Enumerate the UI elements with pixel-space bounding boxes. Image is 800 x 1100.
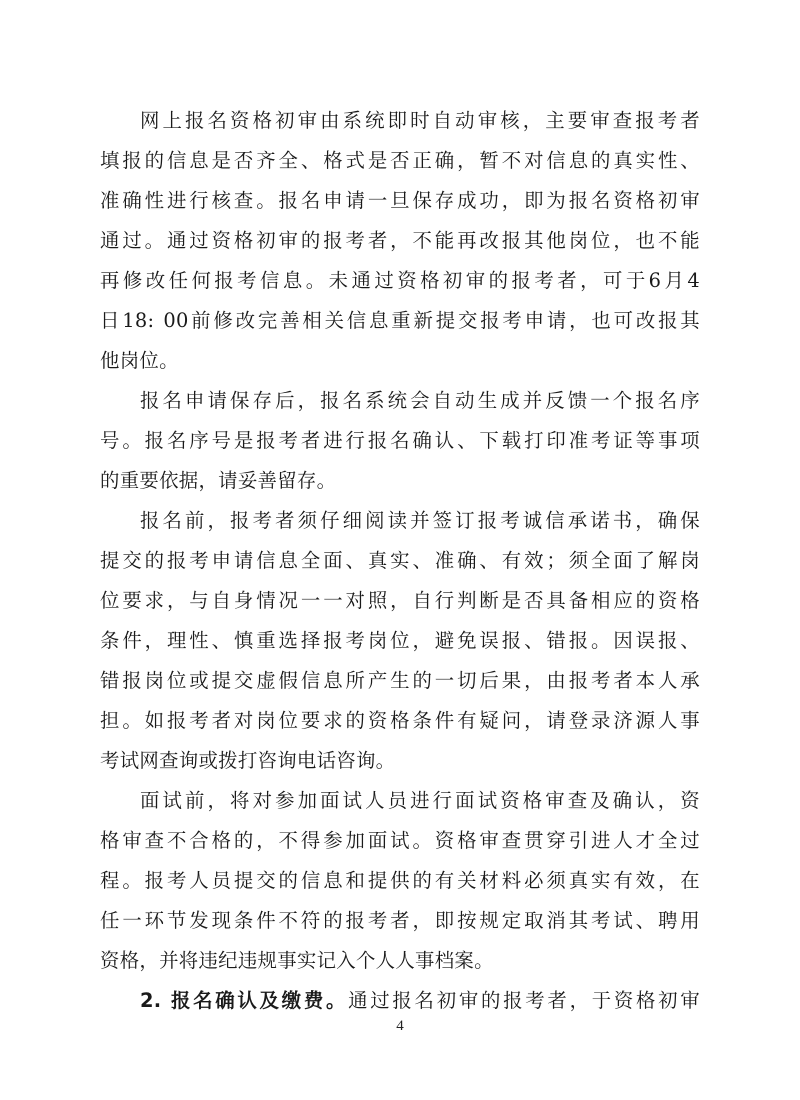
section-2-line (100, 981, 700, 1021)
paragraph-4-line-5: 资格，并将违纪违规事实记入个人人事档案。 (100, 949, 494, 972)
paragraph-3-line-1: 报名前，报考者须仔细阅读并签订报考诚信承诺书，确保 (140, 509, 700, 532)
paragraph-1-line-2: 填报的信息是否齐全、格式是否正确，暂不对信息的真实性、 (100, 149, 700, 172)
document-body (100, 101, 700, 1021)
paragraph-2-line-2: 号。报名序号是报考者进行报名确认、下载打印准考证等事项 (100, 429, 700, 452)
page-number: 4 (396, 1018, 404, 1034)
paragraph-1-line-3: 准确性进行核查。报名申请一旦保存成功，即为报名资格初审 (100, 189, 700, 212)
paragraph-1-line-1: 网上报名资格初审由系统即时自动审核，主要审查报考者 (140, 109, 700, 132)
paragraph-3-line-7: 考试网查询或拨打咨询电话咨询。 (100, 749, 396, 772)
paragraph-2-line-3: 的重要依据，请妥善留存。 (100, 469, 337, 492)
paragraph-4-line-3: 程。报考人员提交的信息和提供的有关材料必须真实有效，在 (100, 869, 700, 892)
paragraph-1-line-4: 通过。通过资格初审的报考者，不能再改报其他岗位，也不能 (100, 229, 700, 252)
paragraph-1-line-6: 日18: 00前修改完善相关信息重新提交报考申请，也可改报其 (100, 309, 700, 332)
paragraph-3-line-5: 错报岗位或提交虚假信息所产生的一切后果，由报考者本人承 (100, 669, 700, 692)
paragraph-3-line-4: 条件，理性、慎重选择报考岗位，避免误报、错报。因误报、 (100, 629, 700, 652)
paragraph-4-line-4: 任一环节发现条件不符的报考者，即按规定取消其考试、聘用 (100, 909, 700, 932)
paragraph-1-line-5: 再修改任何报考信息。未通过资格初审的报考者，可于6月4 (100, 269, 700, 292)
paragraph-2-line-1: 报名申请保存后，报名系统会自动生成并反馈一个报名序 (140, 389, 700, 412)
paragraph-4-line-1: 面试前，将对参加面试人员进行面试资格审查及确认，资 (140, 789, 700, 812)
section-2-heading: 2. 报名确认及缴费。 (140, 989, 349, 1012)
paragraph-3-line-3: 位要求，与自身情况一一对照，自行判断是否具备相应的资格 (100, 589, 700, 612)
paragraph-3-line-6: 担。如报考者对岗位要求的资格条件有疑问，请登录济源人事 (100, 709, 700, 732)
paragraph-1-line-7: 他岗位。 (100, 349, 179, 372)
paragraph-4-line-2: 格审查不合格的，不得参加面试。资格审查贯穿引进人才全过 (100, 829, 700, 852)
section-2-text: 通过报名初审的报考者，于资格初审 (348, 989, 700, 1012)
paragraph-3-line-2: 提交的报考申请信息全面、真实、准确、有效；须全面了解岗 (100, 549, 700, 572)
